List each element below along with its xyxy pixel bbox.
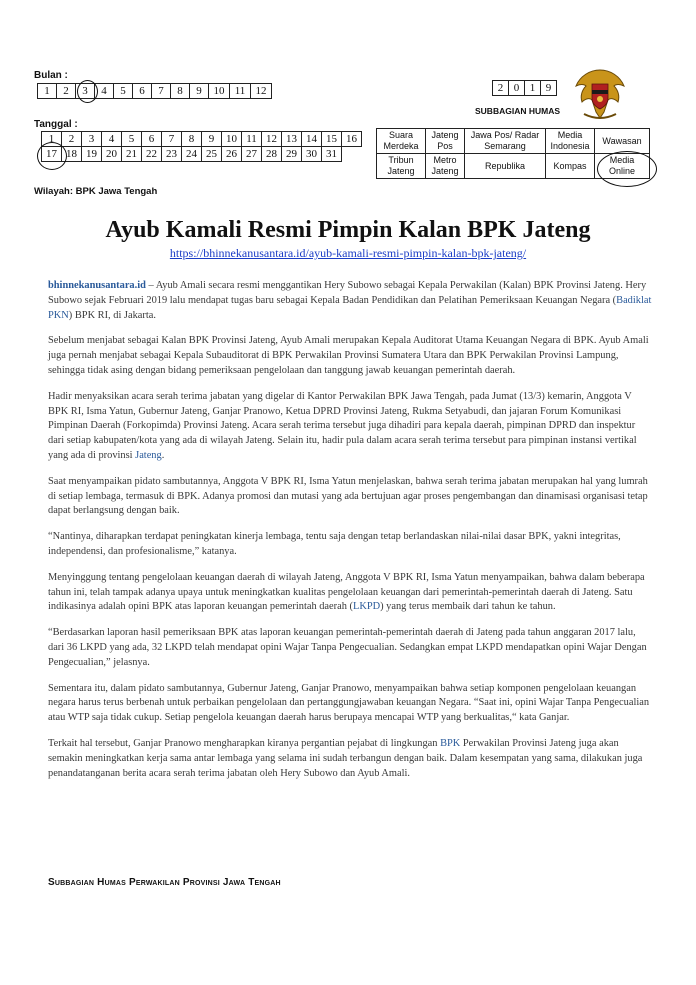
media-online: Media Online xyxy=(595,154,650,179)
wilayah-label: Wilayah: BPK Jawa Tengah xyxy=(34,186,158,197)
paragraph xyxy=(48,571,652,615)
jateng-link[interactable]: Jateng xyxy=(135,449,162,461)
paragraph: Sebelum menjabat sebagai Kalan BPK Provinsi Jateng, Ayub Amali merupakan Kepala Auditorat Utama Keuangan Negara di BPK. Ayub Amali juga pernah menjabat sebagai Kepala Subauditorat di BPK Perwakilan Provinsi Sumatera Utara dan BPK Perwakilan Provinsi Lampung, sehingga tidak asing dengan bidang pemeriksaan pengelolaan dan tanggung jawab keuangan pemerintah daerah. xyxy=(48,335,649,376)
bulan-cell: 3 xyxy=(76,84,95,99)
year-digit: 1 xyxy=(525,81,541,96)
tanggal-cell: 9 xyxy=(202,132,222,147)
article-url-link[interactable]: https://bhinnekanusantara.id/ayub-kamali-resmi-pimpin-kalan-bpk-jateng/ xyxy=(169,246,527,260)
source-link[interactable]: bhinnekanusantara.id xyxy=(48,280,146,291)
paragraph xyxy=(48,737,652,781)
tanggal-label: Tanggal : xyxy=(34,119,78,130)
tanggal-cell: 21 xyxy=(122,147,142,162)
paragraph: Sementara itu, dalam pidato sambutannya, Gubernur Jateng, Ganjar Pranowo, menyampaikan bahwa setiap komponen pengelolaan keuangan negara harus terus berbenah untuk perbaikan pengelolaan dan pertanggungjawaban keuangan Negara. “Saat ini, opini Wajar Tanpa Pengecualian atau WTP saja tidak cukup. Setiap pengelola keuangan daerah harus berupaya mencapai WTP yang berkualitas,“ kata Ganjar. xyxy=(48,682,650,724)
tanggal-cell: 13 xyxy=(282,132,302,147)
tanggal-cell: 31 xyxy=(322,147,342,162)
article-title: Ayub Kamali Resmi Pimpin Kalan BPK Jateng xyxy=(105,217,591,243)
bulan-cell: 6 xyxy=(133,84,152,99)
year-grid xyxy=(492,80,557,96)
bulan-cell: 4 xyxy=(95,84,114,99)
tanggal-cell: 14 xyxy=(302,132,322,147)
bulan-cell: 8 xyxy=(171,84,190,99)
tanggal-cell: 24 xyxy=(182,147,202,162)
media-kompas: Kompas xyxy=(546,154,595,179)
tanggal-cell: 29 xyxy=(282,147,302,162)
tanggal-cell: 12 xyxy=(262,132,282,147)
paragraph xyxy=(48,390,652,464)
media-jateng-pos: Jateng Pos xyxy=(426,129,465,154)
paragraph xyxy=(48,279,652,323)
paragraph-text: Hadir menyaksikan acara serah terima jabatan yang digelar di Kantor Perwakilan BPK Jawa Tengah, pada Jumat (13/3) kemarin, Anggota V BPK RI, Isma Yatun, Gubernur Jateng, Ganjar Pranowo, Ketua DPRD Provinsi Jateng, Rukma Setyabudi, dan jajaran Forum Komunikasi Pimpinan Daerah (Forkopimda) Provinsi Jateng. Acara serah terima tersebut juga dihadiri para kepala daerah, pimpinan DPRD dan inspektur dari setiap kabupaten/kota yang ada di wilayah Jateng. Selain itu, hadir pula dalam acara serah terima tersebut para pimpinan instansi vertikal yang ada di provinsi xyxy=(48,390,637,461)
paragraph-text: ) BPK RI, di Jakarta. xyxy=(68,309,156,321)
media-suara-merdeka: Suara Merdeka xyxy=(377,129,426,154)
tanggal-cell: 25 xyxy=(202,147,222,162)
paragraph: Saat menyampaikan pidato sambutannya, Anggota V BPK RI, Isma Yatun menjelaskan, bahwa serah terima jabatan merupakan hal yang lumrah di setiap lembaga, termasuk di BPK. Adanya promosi dan mutasi yang ada bertujuan agar proses pengembangan dan dinamisasi organisasi tetap dapat berlangsung dengan baik. xyxy=(48,475,648,517)
tanggal-cell: 30 xyxy=(302,147,322,162)
tanggal-cell: 10 xyxy=(222,132,242,147)
bulan-cell: 2 xyxy=(57,84,76,99)
bulan-selected-circle xyxy=(77,80,98,103)
media-republika: Republika xyxy=(465,154,546,179)
paragraph-text: Perwakilan Provinsi Jateng juga akan semakin meningkatkan kerja sama antar lembaga yang selama ini sudah terbangun dengan baik. Dalam kesempatan yang sama, dilakukan juga penandatanganan berita acara serah terima jabatan oleh Hery Subowo dan Ayub Amali. xyxy=(48,737,643,779)
year-digit: 2 xyxy=(493,81,509,96)
media-online-circle xyxy=(597,151,657,187)
tanggal-cell: 26 xyxy=(222,147,242,162)
media-indonesia: Media Indonesia xyxy=(546,129,595,154)
bulan-cell: 9 xyxy=(190,84,209,99)
tanggal-cell: 11 xyxy=(242,132,262,147)
bulan-cell: 11 xyxy=(230,84,251,99)
paragraph-text: ) yang terus membaik dari tahun ke tahun. xyxy=(380,601,556,613)
tanggal-cell: 22 xyxy=(142,147,162,162)
year-digit: 0 xyxy=(509,81,525,96)
bulan-cell: 5 xyxy=(114,84,133,99)
tanggal-cell: 27 xyxy=(242,147,262,162)
bulan-label: Bulan : xyxy=(34,70,68,81)
paragraph-text: – Ayub Amali secara resmi menggantikan Hery Subowo sebagai Kepala Perwakilan (Kalan) BPK Provinsi Jateng. Hery Subowo sejak Februari 2019 lalu mendapat tugas baru sebagai Kepala Badan Pendidikan dan Pelatihan Pemeriksaan Keuangan Negara ( xyxy=(48,280,647,306)
media-jawa-pos: Jawa Pos/ Radar Semarang xyxy=(465,129,546,154)
tanggal-cell: 3 xyxy=(82,132,102,147)
bpk-link[interactable]: BPK xyxy=(440,737,461,749)
lkpd-link[interactable]: LKPD xyxy=(352,601,381,613)
paragraph-text: Menyinggung tentang pengelolaan keuangan daerah di wilayah Jateng, Anggota V BPK RI, Isma Yatun menyampaikan, bahwa dalam beberapa tahun ini, telah tampak adanya upaya untuk meningkatkan kualitas pengelolaan keuangan dari pemerintah-pemerintah daerah di Jateng. Satu indikasinya adalah opini BPK atas laporan keuangan pemerintah daerah ( xyxy=(48,571,645,613)
badiklat-link[interactable]: Badiklat PKN xyxy=(48,294,652,321)
tanggal-selected-circle xyxy=(37,142,67,170)
bulan-grid xyxy=(37,83,272,99)
tanggal-cell: 15 xyxy=(322,132,342,147)
paragraph: “Berdasarkan laporan hasil pemeriksaan BPK atas laporan keuangan pemerintah-pemerintah daerah di Jateng pada tahun anggaran 2017 lalu, dari 36 LKPD yang ada, 32 LKPD telah mendapat opini Wajar Tanpa Pengecualian. Sedangkan empat LKPD mendapatkan opini Wajar Dengan Pengecualian,” jelasnya. xyxy=(48,627,647,668)
article-body xyxy=(48,279,652,792)
tanggal-cell: 23 xyxy=(162,147,182,162)
media-wawasan: Wawasan xyxy=(595,129,650,154)
media-metro-jateng: Metro Jateng xyxy=(426,154,465,179)
garuda-emblem-icon xyxy=(570,66,630,122)
bulan-cell: 12 xyxy=(251,84,272,99)
tanggal-cell: 8 xyxy=(182,132,202,147)
tanggal-cell: 1 xyxy=(42,132,62,147)
paragraph-text: . xyxy=(161,449,165,461)
tanggal-cell: 7 xyxy=(162,132,182,147)
footer-label: Subbagian Humas Perwakilan Provinsi Jawa Tengah xyxy=(48,877,281,888)
subbagian-label: SUBBAGIAN HUMAS xyxy=(475,106,560,116)
bulan-cell: 7 xyxy=(152,84,171,99)
media-tribun-jateng: Tribun Jateng xyxy=(377,154,426,179)
paragraph: “Nantinya, diharapkan terdapat peningkatan kinerja lembaga, tentu saja dengan tetap berlandaskan nilai-nilai dasar BPK, yakni integritas, independensi, dan profesionalisme,” katanya. xyxy=(48,531,621,557)
tanggal-empty-cell xyxy=(342,147,362,162)
tanggal-cell: 6 xyxy=(142,132,162,147)
bulan-cell: 10 xyxy=(209,84,230,99)
tanggal-cell: 18 xyxy=(62,147,82,162)
bulan-cell: 1 xyxy=(38,84,57,99)
tanggal-cell: 16 xyxy=(342,132,362,147)
year-digit: 9 xyxy=(541,81,557,96)
tanggal-cell: 28 xyxy=(262,147,282,162)
tanggal-cell: 17 xyxy=(42,147,62,162)
tanggal-cell: 5 xyxy=(122,132,142,147)
tanggal-cell: 2 xyxy=(62,132,82,147)
tanggal-cell: 20 xyxy=(102,147,122,162)
tanggal-grid xyxy=(41,131,362,162)
paragraph-text: Terkait hal tersebut, Ganjar Pranowo mengharapkan kiranya pergantian pejabat di lingkungan xyxy=(48,737,441,749)
tanggal-cell: 4 xyxy=(102,132,122,147)
tanggal-cell: 19 xyxy=(82,147,102,162)
